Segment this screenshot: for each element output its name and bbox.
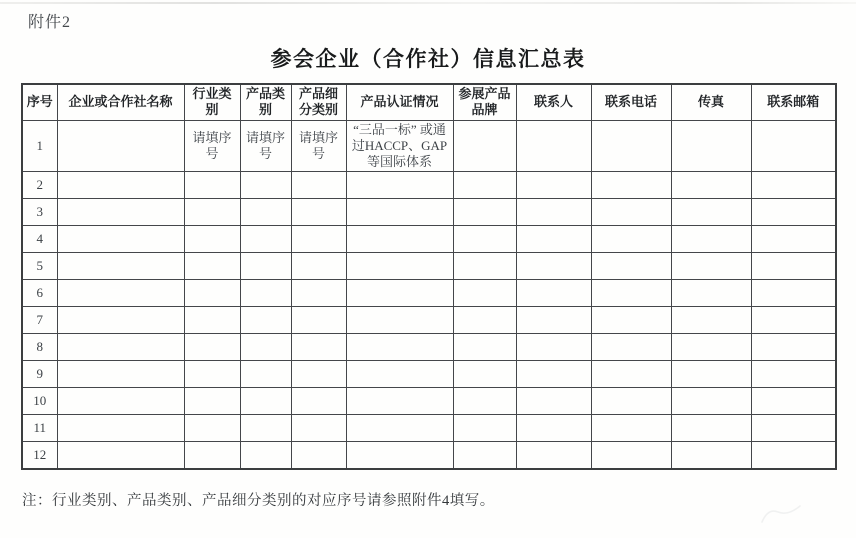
cell-name (57, 253, 184, 280)
cell-no: 10 (22, 388, 57, 415)
cell-product (240, 361, 291, 388)
cell-contact (516, 280, 591, 307)
cell-industry (184, 361, 240, 388)
cell-fax (671, 334, 751, 361)
cell-fax (671, 442, 751, 469)
cell-contact (516, 199, 591, 226)
cell-industry (184, 442, 240, 469)
cell-subcategory (291, 388, 346, 415)
cell-no: 3 (22, 199, 57, 226)
cell-product (240, 253, 291, 280)
col-header-contact: 联系人 (516, 84, 591, 120)
cell-industry (184, 388, 240, 415)
table-row (22, 361, 836, 388)
cell-phone (591, 280, 671, 307)
cell-certification (346, 361, 453, 388)
cell-industry (184, 226, 240, 253)
cell-contact (516, 307, 591, 334)
table-row (22, 280, 836, 307)
table-row (22, 442, 836, 469)
cell-no: 7 (22, 307, 57, 334)
cell-subcategory-hint: 请填序号 (291, 120, 346, 172)
cell-email (751, 226, 836, 253)
cell-email (751, 388, 836, 415)
cell-no: 11 (22, 415, 57, 442)
col-header-product: 产品类别 (240, 84, 291, 120)
col-header-subcategory: 产品细分类别 (291, 84, 346, 120)
cell-product (240, 172, 291, 199)
cell-name (57, 280, 184, 307)
table-row (22, 172, 836, 199)
cell-product (240, 199, 291, 226)
cell-name (57, 415, 184, 442)
cell-name (57, 172, 184, 199)
cell-fax (671, 388, 751, 415)
cell-name (57, 199, 184, 226)
table-row (22, 388, 836, 415)
cell-name (57, 307, 184, 334)
cell-brand (453, 388, 516, 415)
table-row (22, 415, 836, 442)
cell-subcategory (291, 280, 346, 307)
table-row (22, 199, 836, 226)
cell-email (751, 199, 836, 226)
cell-fax (671, 280, 751, 307)
cell-fax (671, 361, 751, 388)
cell-certification (346, 415, 453, 442)
cell-product (240, 226, 291, 253)
cell-certification (346, 307, 453, 334)
cell-certification (346, 334, 453, 361)
cell-phone (591, 226, 671, 253)
cell-product (240, 415, 291, 442)
attachment-label: 附件2 (28, 14, 72, 31)
cell-certification (346, 388, 453, 415)
cell-brand (453, 226, 516, 253)
cell-fax (671, 307, 751, 334)
table-row (22, 120, 836, 172)
cell-product-hint: 请填序号 (240, 120, 291, 172)
cell-phone (591, 199, 671, 226)
cell-phone (591, 172, 671, 199)
cell-no: 1 (22, 120, 57, 172)
col-header-no: 序号 (22, 84, 57, 120)
cell-phone (591, 388, 671, 415)
cell-email (751, 361, 836, 388)
cell-subcategory (291, 307, 346, 334)
cell-no: 12 (22, 442, 57, 469)
cell-contact (516, 388, 591, 415)
cell-phone (591, 442, 671, 469)
cell-no: 9 (22, 361, 57, 388)
col-header-certification: 产品认证情况 (346, 84, 453, 120)
cell-industry (184, 280, 240, 307)
col-header-industry: 行业类别 (184, 84, 240, 120)
cell-fax (671, 172, 751, 199)
cell-certification (346, 172, 453, 199)
cell-product (240, 388, 291, 415)
cell-industry (184, 172, 240, 199)
cell-industry (184, 253, 240, 280)
cell-subcategory (291, 172, 346, 199)
cell-industry-hint: 请填序号 (184, 120, 240, 172)
col-header-email: 联系邮箱 (751, 84, 836, 120)
cell-fax (671, 120, 751, 172)
table-row (22, 334, 836, 361)
cell-brand (453, 280, 516, 307)
cell-subcategory (291, 361, 346, 388)
cell-phone (591, 253, 671, 280)
cell-email (751, 120, 836, 172)
cell-certification (346, 199, 453, 226)
cell-email (751, 280, 836, 307)
cell-subcategory (291, 199, 346, 226)
cell-certification (346, 226, 453, 253)
cell-product (240, 442, 291, 469)
cell-email (751, 442, 836, 469)
cell-brand (453, 442, 516, 469)
cell-no: 4 (22, 226, 57, 253)
cell-industry (184, 199, 240, 226)
footnote: 注：行业类别、产品类别、产品细分类别的对应序号请参照附件4填写。 (22, 493, 495, 509)
cell-contact (516, 120, 591, 172)
cell-brand (453, 415, 516, 442)
col-header-fax: 传真 (671, 84, 751, 120)
page-title: 参会企业（合作社）信息汇总表 (270, 47, 586, 71)
cell-certification-hint: “三品一标” 或通过HACCP、GAP等国际体系 (346, 120, 453, 172)
cell-name (57, 442, 184, 469)
cell-brand (453, 334, 516, 361)
cell-contact (516, 442, 591, 469)
enterprise-info-summary-table (21, 83, 837, 470)
cell-email (751, 307, 836, 334)
cell-fax (671, 415, 751, 442)
scan-artifact-mark (758, 500, 804, 528)
cell-email (751, 172, 836, 199)
cell-subcategory (291, 415, 346, 442)
cell-contact (516, 253, 591, 280)
table-row (22, 307, 836, 334)
col-header-name: 企业或合作社名称 (57, 84, 184, 120)
cell-brand (453, 120, 516, 172)
cell-certification (346, 253, 453, 280)
cell-industry (184, 415, 240, 442)
cell-email (751, 415, 836, 442)
table-row (22, 253, 836, 280)
cell-product (240, 334, 291, 361)
cell-certification (346, 442, 453, 469)
cell-subcategory (291, 226, 346, 253)
cell-fax (671, 253, 751, 280)
cell-subcategory (291, 442, 346, 469)
cell-subcategory (291, 253, 346, 280)
cell-fax (671, 199, 751, 226)
cell-no: 6 (22, 280, 57, 307)
cell-contact (516, 226, 591, 253)
cell-contact (516, 361, 591, 388)
cell-certification (346, 280, 453, 307)
cell-phone (591, 120, 671, 172)
cell-contact (516, 172, 591, 199)
cell-brand (453, 199, 516, 226)
cell-subcategory (291, 334, 346, 361)
cell-product (240, 307, 291, 334)
cell-phone (591, 415, 671, 442)
cell-no: 5 (22, 253, 57, 280)
cell-contact (516, 334, 591, 361)
cell-contact (516, 415, 591, 442)
cell-name (57, 388, 184, 415)
cell-phone (591, 307, 671, 334)
cell-phone (591, 361, 671, 388)
col-header-phone: 联系电话 (591, 84, 671, 120)
cell-name (57, 334, 184, 361)
table-header-row (22, 84, 836, 120)
cell-brand (453, 307, 516, 334)
cell-fax (671, 226, 751, 253)
cell-name (57, 226, 184, 253)
cell-industry (184, 307, 240, 334)
cell-no: 8 (22, 334, 57, 361)
cell-email (751, 253, 836, 280)
cell-no: 2 (22, 172, 57, 199)
cell-brand (453, 361, 516, 388)
table-row (22, 226, 836, 253)
cell-product (240, 280, 291, 307)
cell-name (57, 361, 184, 388)
cell-industry (184, 334, 240, 361)
cell-brand (453, 253, 516, 280)
cell-email (751, 334, 836, 361)
col-header-brand: 参展产品品牌 (453, 84, 516, 120)
cell-phone (591, 334, 671, 361)
cell-brand (453, 172, 516, 199)
cell-name (57, 120, 184, 172)
